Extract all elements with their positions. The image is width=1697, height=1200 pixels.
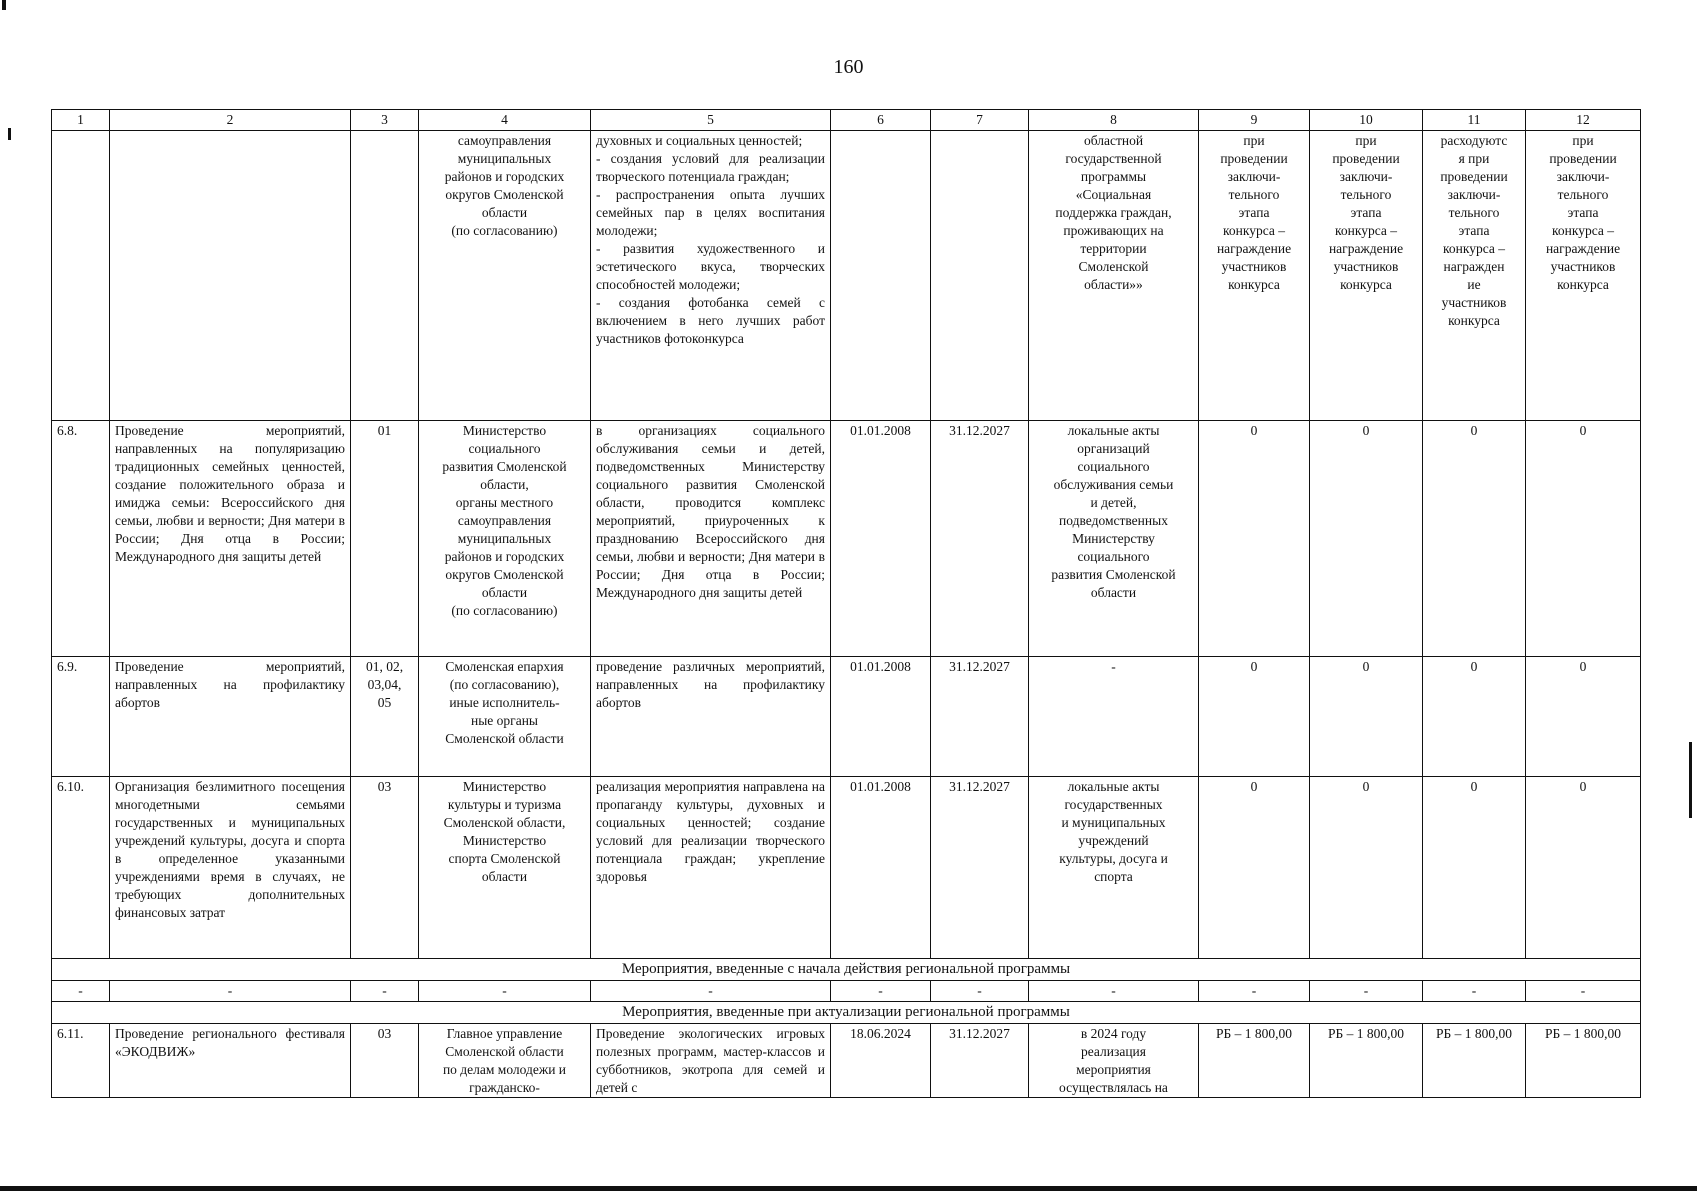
executor: самоуправления муниципальных районов и городских округов Смоленской области (по согласованию) <box>419 131 591 421</box>
executor: Смоленская епархия (по согласованию), иные исполнитель- ные органы Смоленской области <box>419 657 591 777</box>
measures-table <box>51 109 1641 1098</box>
end-date <box>931 131 1029 421</box>
column-header: 10 <box>1310 110 1423 131</box>
scan-artifact <box>8 128 11 140</box>
section-row <box>52 1002 1641 1024</box>
measure-name: Проведение регионального фестиваля «ЭКОДВИЖ» <box>110 1024 351 1098</box>
legal-basis: в 2024 году реализация мероприятия осуществлялась на <box>1029 1024 1199 1098</box>
funding-col-10: РБ – 1 800,00 <box>1310 1024 1423 1098</box>
start-date: 01.01.2008 <box>831 657 931 777</box>
table-row <box>52 657 1641 777</box>
funding-col-9: РБ – 1 800,00 <box>1199 1024 1310 1098</box>
funding-col-11: 0 <box>1423 421 1526 657</box>
dash-cell: - <box>1423 981 1526 1002</box>
start-date: 01.01.2008 <box>831 421 931 657</box>
legal-basis: локальные акты организаций социального обслуживания семьи и детей, подведомственных Министерству социального развития Смоленской области <box>1029 421 1199 657</box>
target-codes: 01, 02, 03,04, 05 <box>351 657 419 777</box>
column-header: 9 <box>1199 110 1310 131</box>
measure-name <box>110 131 351 421</box>
funding-col-11: расходуютс я при проведении заключи- тельного этапа конкурса – награжден ие участников конкурса <box>1423 131 1526 421</box>
column-header: 1 <box>52 110 110 131</box>
funding-col-10: 0 <box>1310 657 1423 777</box>
end-date: 31.12.2027 <box>931 1024 1029 1098</box>
executor: Министерство культуры и туризма Смоленской области, Министерство спорта Смоленской области <box>419 777 591 959</box>
legal-basis: локальные акты государственных и муниципальных учреждений культуры, досуга и спорта <box>1029 777 1199 959</box>
section-title: Мероприятия, введенные с начала действия региональной программы <box>52 959 1641 981</box>
dash-cell: - <box>831 981 931 1002</box>
dash-cell: - <box>351 981 419 1002</box>
legal-basis: - <box>1029 657 1199 777</box>
measure-name: Организация безлимитного посещения многодетными семьями государственных и муниципальных учреждений культуры, досуга и спорта в определенное указанными учреждениями время в случаях, не требующих дополнительных финансовых затрат <box>110 777 351 959</box>
table-row <box>52 421 1641 657</box>
column-header: 5 <box>591 110 831 131</box>
executor: Главное управление Смоленской области по делам молодежи и гражданско- <box>419 1024 591 1098</box>
dash-cell: - <box>1526 981 1641 1002</box>
column-header: 7 <box>931 110 1029 131</box>
column-header: 8 <box>1029 110 1199 131</box>
scan-artifact <box>1689 742 1692 818</box>
section-title: Мероприятия, введенные при актуализации региональной программы <box>52 1002 1641 1024</box>
expected-result: реализация мероприятия направлена на пропаганду культуры, духовных и социальных ценностей; создание условий для реализации творческого потенциала граждан; укрепление здоровья <box>591 777 831 959</box>
column-header: 3 <box>351 110 419 131</box>
funding-col-12: 0 <box>1526 777 1641 959</box>
scan-artifact <box>2 0 6 10</box>
column-header: 2 <box>110 110 351 131</box>
start-date: 01.01.2008 <box>831 777 931 959</box>
row-number: 6.11. <box>52 1024 110 1098</box>
column-header: 6 <box>831 110 931 131</box>
table-row <box>52 777 1641 959</box>
funding-col-12: при проведении заключи- тельного этапа конкурса – награждение участников конкурса <box>1526 131 1641 421</box>
dash-cell: - <box>1029 981 1199 1002</box>
start-date: 18.06.2024 <box>831 1024 931 1098</box>
target-codes: 03 <box>351 1024 419 1098</box>
row-number: 6.9. <box>52 657 110 777</box>
column-number-row <box>52 110 1641 131</box>
funding-col-10: при проведении заключи- тельного этапа конкурса – награждение участников конкурса <box>1310 131 1423 421</box>
legal-basis: областной государственной программы «Социальная поддержка граждан, проживающих на территории Смоленской области»» <box>1029 131 1199 421</box>
expected-result: проведение различных мероприятий, направленных на профилактику абортов <box>591 657 831 777</box>
target-codes: 01 <box>351 421 419 657</box>
end-date: 31.12.2027 <box>931 657 1029 777</box>
funding-col-9: при проведении заключи- тельного этапа конкурса – награждение участников конкурса <box>1199 131 1310 421</box>
expected-result: духовных и социальных ценностей; - создания условий для реализации творческого потенциала граждан; - распространения опыта лучших семейных пар в целях воспитания молодежи; - развития художественного и эстетического вкуса, творческих способностей молодежи; - создания фотобанка семей с включением в него лучших работ участников фотоконкурса <box>591 131 831 421</box>
expected-result: в организациях социального обслуживания семьи и детей, подведомственных Министерству социального развития Смоленской области, проводится комплекс мероприятий, приуроченных к празднованию Всероссийского дня семьи, любви и верности; Дня матери в России; Дня отца в России; Международного дня защиты детей <box>591 421 831 657</box>
table-row <box>52 1024 1641 1098</box>
funding-col-12: РБ – 1 800,00 <box>1526 1024 1641 1098</box>
funding-col-12: 0 <box>1526 657 1641 777</box>
end-date: 31.12.2027 <box>931 421 1029 657</box>
column-header: 12 <box>1526 110 1641 131</box>
dash-cell: - <box>419 981 591 1002</box>
funding-col-12: 0 <box>1526 421 1641 657</box>
expected-result: Проведение экологических игровых полезных программ, мастер-классов и субботников, экотропа для семей и детей с <box>591 1024 831 1098</box>
target-codes <box>351 131 419 421</box>
funding-col-11: 0 <box>1423 657 1526 777</box>
funding-col-9: 0 <box>1199 777 1310 959</box>
row-number: 6.8. <box>52 421 110 657</box>
executor: Министерство социального развития Смоленской области, органы местного самоуправления муниципальных районов и городских округов Смоленской области (по согласованию) <box>419 421 591 657</box>
dash-cell: - <box>931 981 1029 1002</box>
section-row <box>52 959 1641 981</box>
dash-cell: - <box>110 981 351 1002</box>
bottom-rule <box>0 1186 1697 1191</box>
measure-name: Проведение мероприятий, направленных на популяризацию традиционных семейных ценностей, создание положительного образа и имиджа семьи: Всероссийского дня семьи, любви и верности; Дня матери в России; Дня отца в России; Международного дня защиты детей <box>110 421 351 657</box>
column-header: 11 <box>1423 110 1526 131</box>
funding-col-10: 0 <box>1310 421 1423 657</box>
funding-col-11: РБ – 1 800,00 <box>1423 1024 1526 1098</box>
measures-table-container <box>51 109 1641 1098</box>
dash-cell: - <box>1310 981 1423 1002</box>
empty-row <box>52 981 1641 1002</box>
funding-col-9: 0 <box>1199 421 1310 657</box>
dash-cell: - <box>1199 981 1310 1002</box>
start-date <box>831 131 931 421</box>
measure-name: Проведение мероприятий, направленных на профилактику абортов <box>110 657 351 777</box>
target-codes: 03 <box>351 777 419 959</box>
table-row <box>52 131 1641 421</box>
dash-cell: - <box>52 981 110 1002</box>
end-date: 31.12.2027 <box>931 777 1029 959</box>
funding-col-11: 0 <box>1423 777 1526 959</box>
funding-col-10: 0 <box>1310 777 1423 959</box>
page-number: 160 <box>833 56 864 78</box>
row-number: 6.10. <box>52 777 110 959</box>
column-header: 4 <box>419 110 591 131</box>
dash-cell: - <box>591 981 831 1002</box>
row-number <box>52 131 110 421</box>
funding-col-9: 0 <box>1199 657 1310 777</box>
